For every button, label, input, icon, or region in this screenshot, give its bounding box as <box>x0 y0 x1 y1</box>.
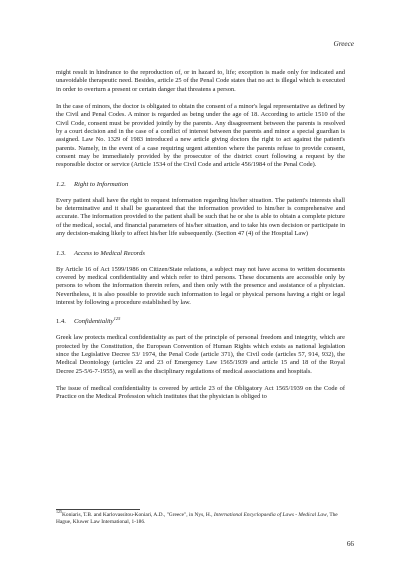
section-title: Access to Medical Records <box>74 249 145 257</box>
running-header: Greece <box>333 40 354 48</box>
paragraph: Greek law protects medical confidentiality as part of the principle of personal freedom and integrity, which are protected by the Constitution, the European Convention of Human Rights which exists as national legislation since the Legislative Decree 53/ 1974, the Penal Code (article 371), the Civil code (articles 57, 914, 932), the Medical Deontology (articles 22 and 23 of Emergency Law 1565/1939 and article 15 and 18 of the Royal Decree 25-5/6-7-1955), as well as the disciplinary regulations of medical associations and hospitals. <box>56 334 345 375</box>
section-number: 1.3. <box>56 249 66 257</box>
section-heading <box>56 318 345 325</box>
footnote-italic-title: International Encyclopaedia of Laws - Medical Law <box>213 512 327 518</box>
paragraph: Every patient shall have the right to request information regarding his/her situation. The patient's interests shall be determinative and it shall be guaranteed that the information provided to him/her is comprehensive and accurate. The information provided to the patient shall be such that he or she is able to obtain a complete picture of the medical, social, and financial parameters of his/her situation, and to take his own decision or participate in any decision-making likely to affect his/her life subsequently. (Section 47 (4) of the Hospital Law) <box>56 196 345 238</box>
paragraph: might result in hindrance to the reproduction of, or in hazard to, life; exception is made only for indicated and unavoidable therapeutic need. Besides, article 25 of the Penal Code states that no act is illegal which is executed in order to overturn a present or certain danger that threatens a person. <box>56 69 345 93</box>
page-body <box>56 69 345 411</box>
footnote-marker: 125 <box>56 509 62 515</box>
footnote <box>56 509 345 526</box>
page-number: 66 <box>346 540 354 548</box>
section-number: 1.4. <box>56 318 66 326</box>
section-heading <box>56 250 345 257</box>
section-title: Right to Information <box>74 180 129 188</box>
section-heading <box>56 181 345 188</box>
footnote-text-end: , The Hague, Kluwer Law International, 1-186. <box>56 512 338 526</box>
section-number: 1.2. <box>56 180 66 188</box>
section-title: Confidentiality <box>74 318 114 326</box>
footnote-text: Koniaris, T.B. and Karlovassitou-Koniari, A.D., "Greece", in Nys, H., <box>62 512 214 518</box>
paragraph: By Article 16 of Act 1599/1986 on Citizen/State relations, a subject may not have access to written documents covered by medical confidentiality and which refer to third persons. These documents are accessible only by persons to whom the information therein refers, and then only with the presence and assistance of a physician. Nevertheless, it is also possible to provide such information to legal or physical persons having a right or legal interest by following a procedure established by law. <box>56 265 345 306</box>
paragraph: In the case of minors, the doctor is obligated to obtain the consent of a minor's legal representative as defined by the Civil and Penal Codes. A minor is regarded as being under the age of 18. According to article 1510 of the Civil Code, consent must be provided jointly by the parents. Any disagreement between the parents is resolved by a court decision and in the case of a conflict of interest between the parents and minor a special guardian is assigned. Law No. 1329 of 1983 introduced a new article giving doctors the right to act against the patient's parents. Namely, in the event of a case requiring urgent attention where the parents refuse to provide consent, consent may be immediately provided by the prosecutor of the district court following a request by the responsible doctor or service (Article 1534 of the Civil Code and article 456/1984 of the Penal Code). <box>56 103 345 169</box>
paragraph: The issue of medical confidentiality is covered by article 23 of the Obligatory Act 1565/1939 on the Code of Practice on the Medical Profession which institutes that the physician is obliged to <box>56 384 345 401</box>
footnote-reference[interactable]: 125 <box>113 316 121 322</box>
footnote-separator <box>56 509 140 510</box>
